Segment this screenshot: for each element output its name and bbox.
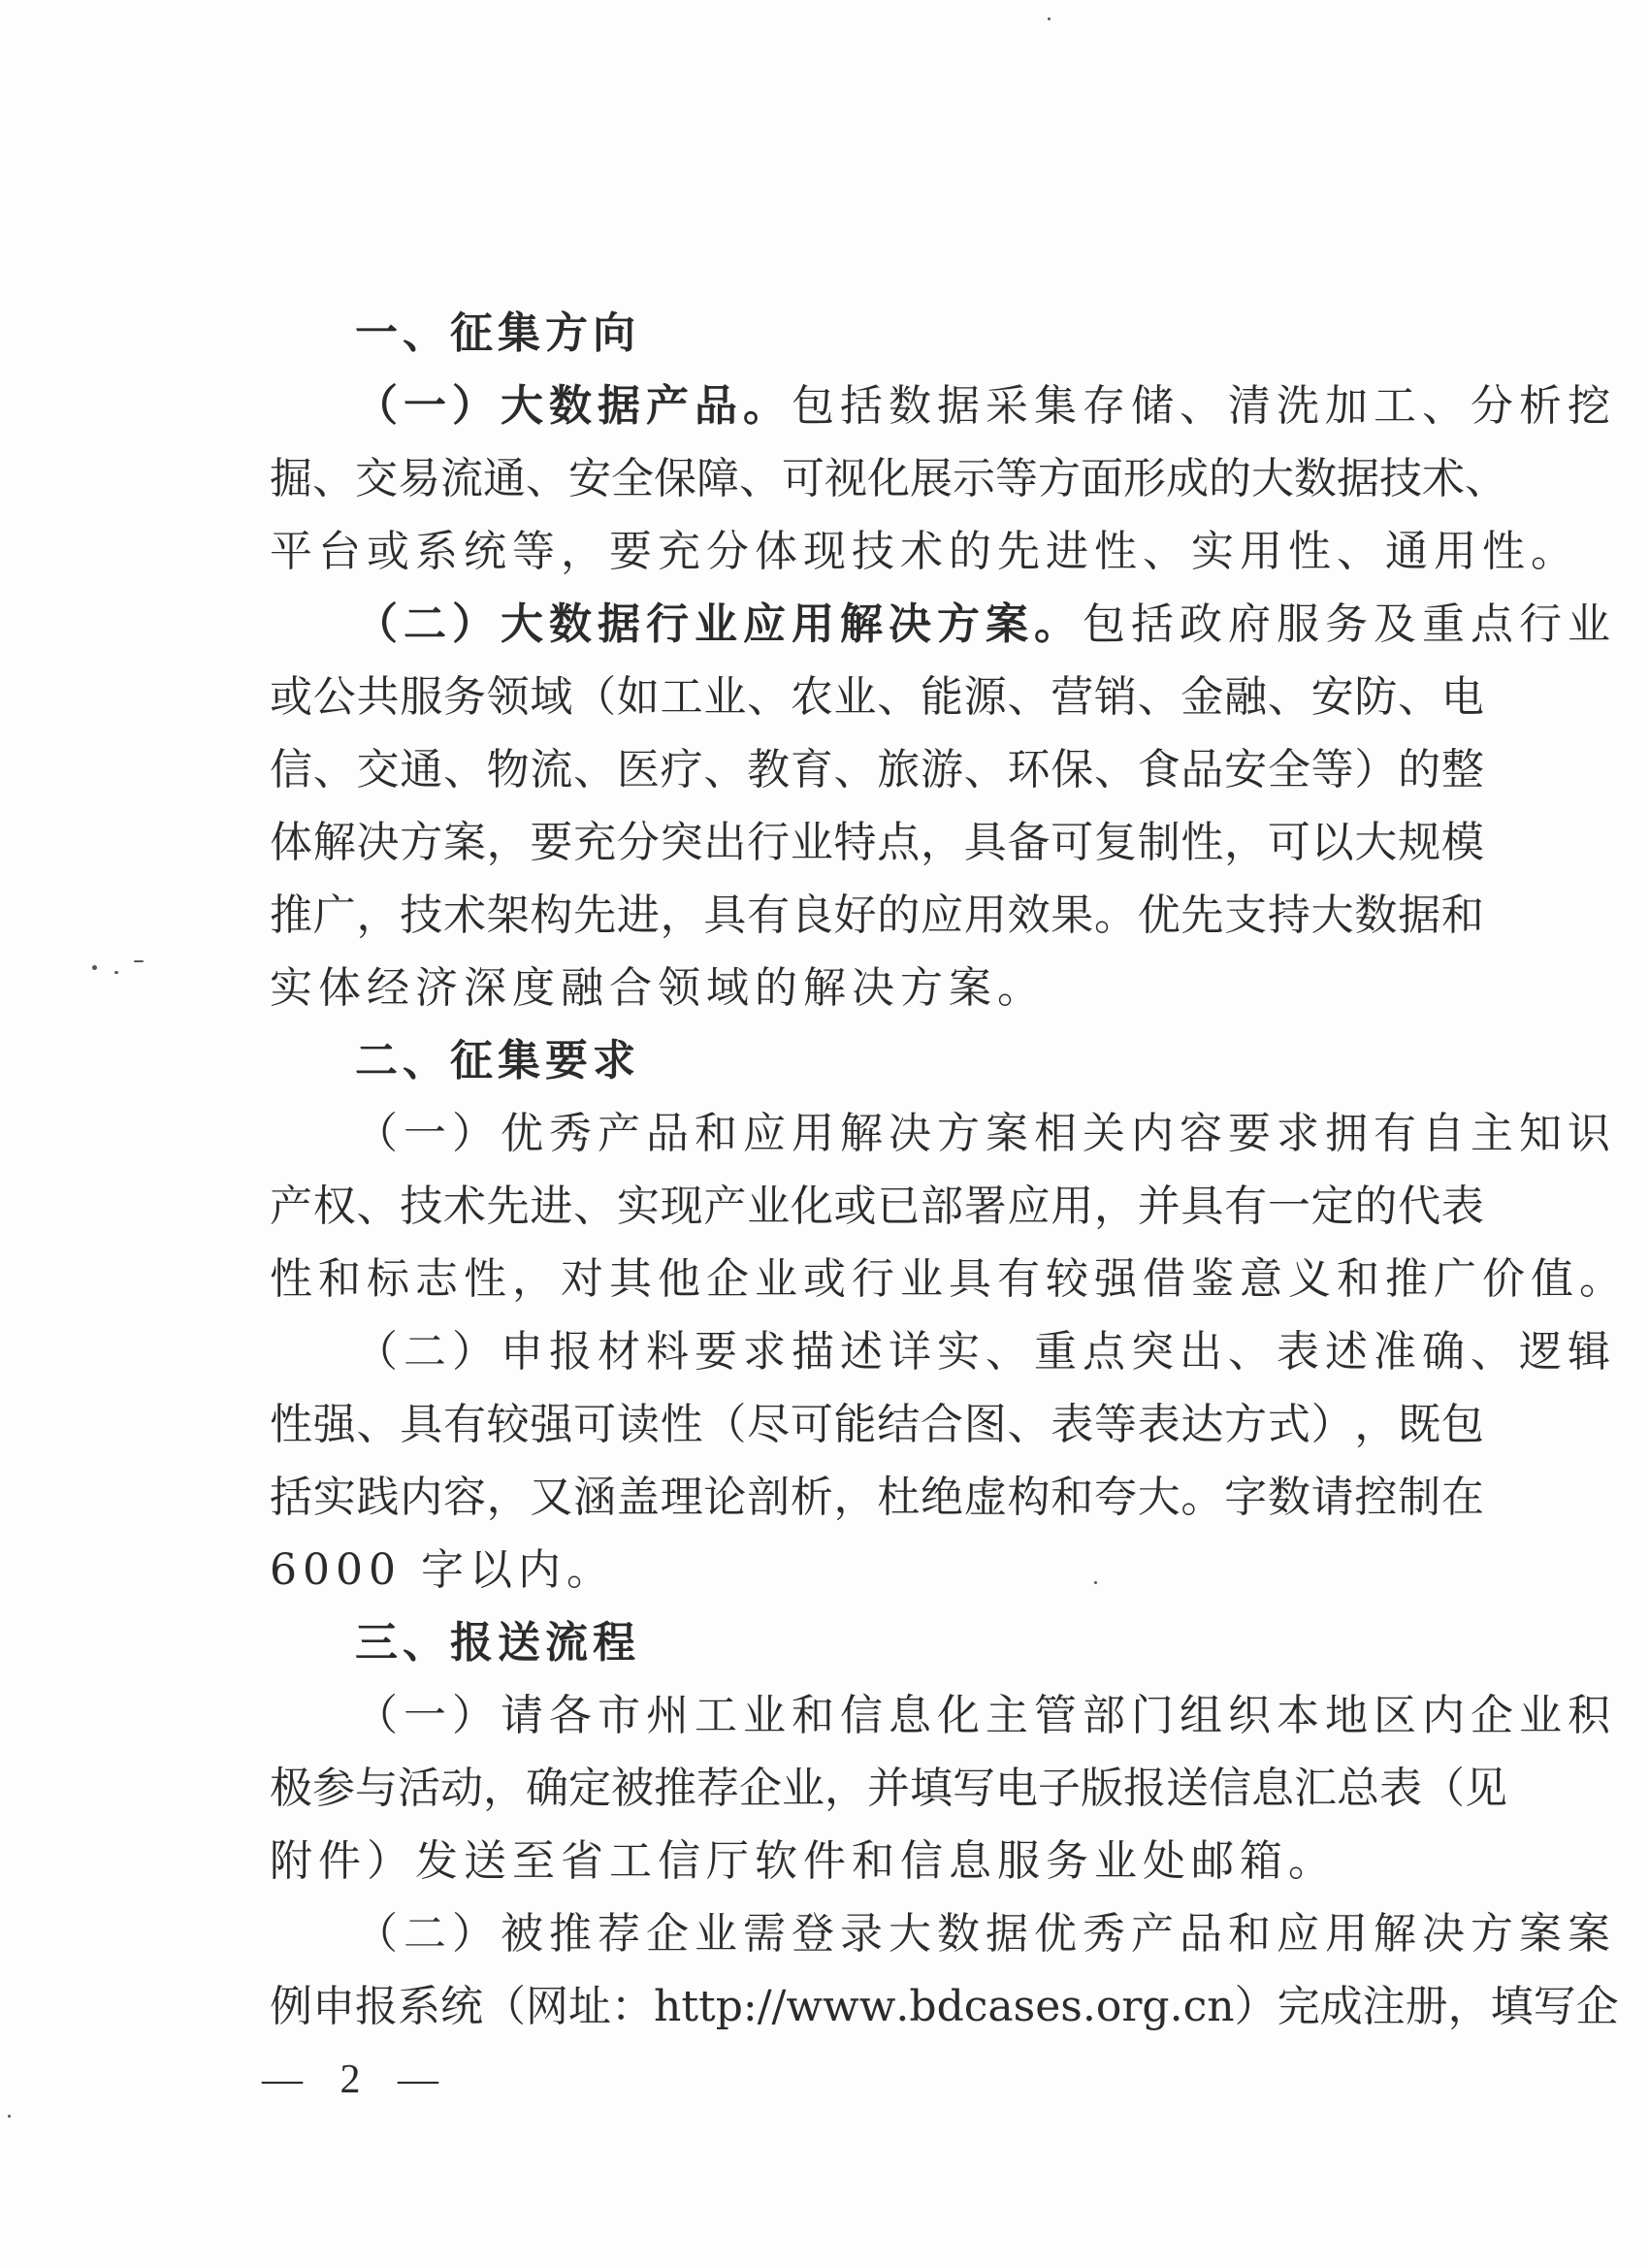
scan-speck [134, 960, 144, 962]
paragraph-line [270, 1679, 1616, 1752]
body-text: 6000 字以内。 [270, 1545, 615, 1595]
paragraph-line [270, 588, 1616, 661]
paragraph-line [270, 1825, 1484, 1897]
paragraph-line: 推 广 ， 技 术 架 构 先 进 ， 具 有 良 好 的 应 用 效 果 。 优 先 支 持 大 数 据 和 [270, 891, 1484, 940]
body-text: 附件）发送至省工信厅软件和信息服务业处邮箱。 [270, 1836, 1337, 1886]
scan-speck [1094, 1581, 1097, 1584]
body-text: 包括政府服务及重点行业 [1083, 599, 1616, 649]
scan-speck [92, 965, 97, 970]
paragraph-line: 产 权 、 技 术 先 进 、 实 现 产 业 化 或 已 部 署 应 用 ， 并 具 有 一 定 的 代 表 [270, 1182, 1484, 1231]
paragraph-line [270, 370, 1616, 442]
page-number: — 2 — [262, 2057, 452, 2102]
section-heading [270, 1024, 1484, 1097]
body-text: （一）优秀产品和应用解决方案相关内容要求拥有自主知识 [355, 1109, 1616, 1158]
body-text: 平台或系统等，要充分体现技术的先进性、实用性、通用性。 [270, 527, 1579, 576]
body-text: 性和标志性，对其他企业或行业具有较强借鉴意义和推广价值。 [270, 1254, 1628, 1304]
bold-lead-text: （二）大数据行业应用解决方案。 [355, 599, 1083, 649]
section-heading [270, 1606, 1484, 1679]
paragraph-line: 括 实 践 内 容 ， 又 涵 盖 理 论 剖 析 ， 杜 绝 虚 构 和 夸 大 。 字 数 请 控 制 在 [270, 1473, 1484, 1522]
paragraph-line [270, 1534, 1484, 1606]
body-text: （二）申报材料要求描述详实、重点突出、表述准确、逻辑 [355, 1327, 1616, 1377]
body-text: （二）被推荐企业需登录大数据优秀产品和应用解决方案案 [355, 1909, 1616, 1959]
paragraph-line [270, 1097, 1616, 1170]
paragraph-line: 掘 、 交 易 流 通 、 安 全 保 障 、 可 视 化 展 示 等 方 面 形 成 的 大 数 据 技 术 、 [270, 454, 1507, 503]
bold-lead-text: 二、征集要求 [355, 1036, 640, 1085]
paragraph-line [270, 515, 1579, 588]
paragraph-line [270, 1243, 1628, 1315]
bold-lead-text: （一）大数据产品。 [355, 381, 792, 431]
bold-lead-text: 一、征集方向 [355, 308, 640, 358]
scan-speck [114, 971, 118, 974]
body-text: 包括数据采集存储、清洗加工、分析挖 [792, 381, 1616, 431]
paragraph-line [270, 1897, 1616, 1970]
scan-speck [1048, 17, 1051, 20]
body-text: 实体经济深度融合领域的解决方案。 [270, 963, 1046, 1013]
paragraph-line: 极 参 与 活 动 ， 确 定 被 推 荐 企 业 ， 并 填 写 电 子 版 报 送 信 息 汇 总 表 （ 见 [270, 1764, 1507, 1813]
bold-lead-text: 三、报送流程 [355, 1618, 640, 1668]
paragraph-line [270, 952, 1484, 1024]
scan-speck [8, 2115, 11, 2118]
paragraph-line: 性 强 、 具 有 较 强 可 读 性 （ 尽 可 能 结 合 图 、 表 等 表 达 方 式 ） ， 既 包 [270, 1400, 1484, 1449]
body-text: （一）请各市州工业和信息化主管部门组织本地区内企业积 [355, 1691, 1616, 1740]
section-heading [270, 297, 1484, 370]
document-body [270, 297, 1628, 2043]
paragraph-line: 例 申 报 系 统 （ 网 址 ： h t t p : / / w w w . b d c a s e s . o r g . c n ） 完 成 注 册 ， 填 写 企 [270, 1982, 1619, 2031]
paragraph-line: 体 解 决 方 案 ， 要 充 分 突 出 行 业 特 点 ， 具 备 可 复 制 性 ， 可 以 大 规 模 [270, 818, 1484, 867]
paragraph-line [270, 1315, 1616, 1388]
paragraph-line: 或 公 共 服 务 领 域 （ 如 工 业 、 农 业 、 能 源 、 营 销 、 金 融 、 安 防 、 电 [270, 672, 1484, 722]
paragraph-line: 信 、 交 通 、 物 流 、 医 疗 、 教 育 、 旅 游 、 环 保 、 食 品 安 全 等 ） 的 整 [270, 745, 1484, 794]
